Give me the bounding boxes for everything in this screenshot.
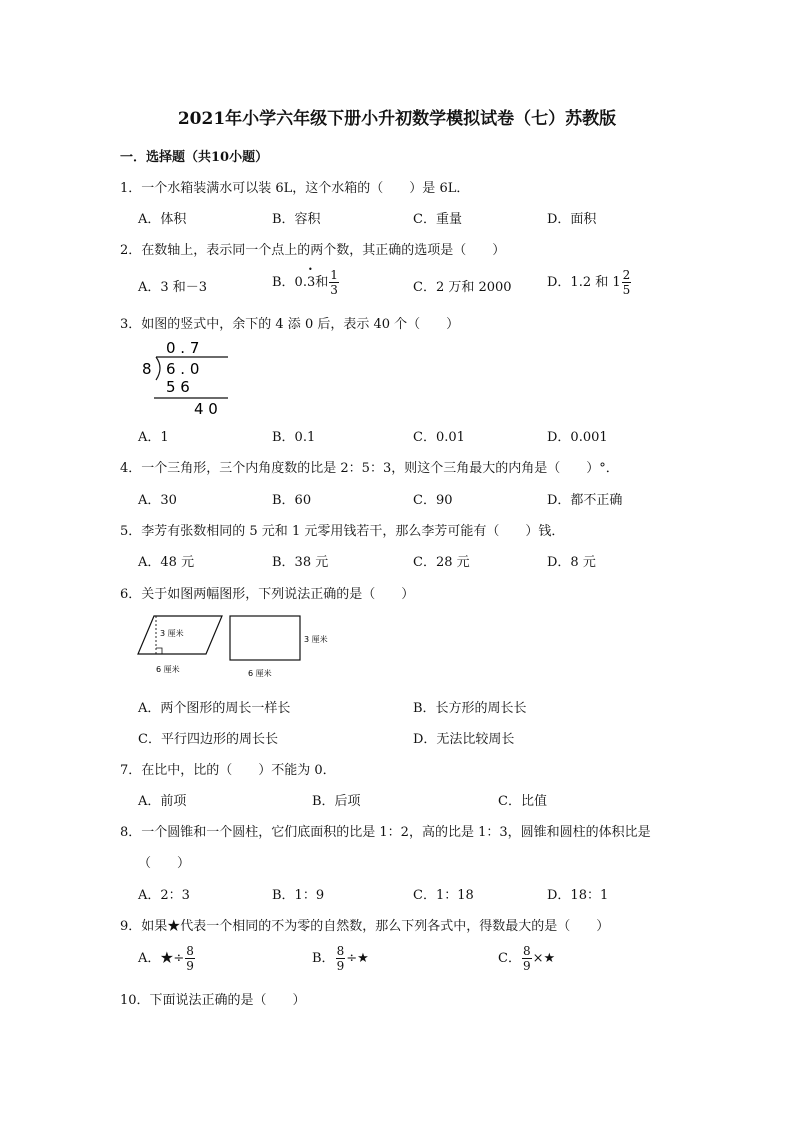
fraction-numerator: 2: [622, 268, 631, 282]
rectangle-base-label: 6 厘米: [248, 669, 272, 678]
q3-option-b[interactable]: B．0.1: [272, 430, 316, 445]
division-divisor: 8: [142, 360, 152, 378]
question-7-stem: 7．在比中，比的（ ）不能为 0．: [120, 763, 336, 778]
fraction-denominator: 9: [522, 959, 531, 973]
question-8-stem-continued: （ ）: [138, 856, 191, 871]
q7-option-c[interactable]: C．比值: [498, 794, 547, 809]
division-bracket: [156, 357, 160, 380]
q9-b-suffix: ÷★: [346, 951, 369, 966]
question-6-stem: 6．关于如图两幅图形，下列说法正确的是（ ）: [120, 587, 415, 602]
q9-c-suffix: ×★: [532, 951, 556, 966]
q4-option-c[interactable]: C．90: [413, 493, 453, 508]
parallelogram-base-label: 6 厘米: [156, 665, 180, 674]
q3-option-c[interactable]: C．0.01: [413, 430, 465, 445]
fraction-denominator: 3: [330, 283, 338, 297]
q5-option-a[interactable]: A．48 元: [138, 555, 195, 570]
right-angle-mark: [156, 648, 162, 654]
q1-option-d[interactable]: D．面积: [547, 212, 597, 227]
q3-option-d[interactable]: D．0.001: [547, 430, 608, 445]
q9-a-fraction: [185, 944, 195, 973]
q1-option-b[interactable]: B．容积: [272, 212, 321, 227]
fraction-numerator: 8: [336, 944, 345, 958]
q4-option-b[interactable]: B．60: [272, 493, 312, 508]
question-4-stem: 4．一个三角形，三个内角度数的比是 2：5：3，则这个三角最大的内角是（ ）°．: [120, 461, 619, 476]
division-product: 5 6: [166, 378, 190, 396]
question-10-stem: 10．下面说法正确的是（ ）: [120, 993, 306, 1008]
q2-option-d[interactable]: [547, 268, 632, 297]
q2-option-b[interactable]: [272, 268, 340, 297]
q2-d-fraction: [622, 268, 632, 297]
q2-option-c[interactable]: C．2 万和 2000: [413, 280, 512, 295]
q2-b-repeating-digit: • 3: [307, 275, 315, 290]
q6-option-c[interactable]: C．平行四边形的周长长: [138, 732, 278, 747]
q7-option-a[interactable]: A．前项: [138, 794, 187, 809]
question-5-stem: 5．李芳有张数相同的 5 元和 1 元零用钱若干，那么李芳可能有（ ）钱．: [120, 524, 565, 539]
q7-option-b[interactable]: B．后项: [312, 794, 361, 809]
fraction-denominator: 9: [186, 959, 194, 973]
q6-shapes-figure: [136, 610, 340, 682]
q2-b-prefix: B．0.: [272, 275, 307, 290]
fraction-denominator: 9: [336, 959, 345, 973]
q1-option-c[interactable]: C．重量: [413, 212, 462, 227]
q6-option-a[interactable]: A．两个图形的周长一样长: [138, 701, 291, 716]
q9-option-a[interactable]: [138, 944, 196, 973]
question-3-stem: 3．如图的竖式中，余下的 4 添 0 后，表示 40 个（ ）: [120, 317, 460, 332]
question-2-stem: 2．在数轴上，表示同一个点上的两个数，其正确的选项是（ ）: [120, 243, 506, 258]
q4-option-d[interactable]: D．都不正确: [547, 493, 623, 508]
question-1-stem: 1．一个水箱装满水可以装 6L，这个水箱的（ ）是 6L．: [120, 181, 470, 196]
section-heading: 一．选择题（共10小题）: [120, 150, 269, 165]
page-title: 2021年小学六年级下册小升初数学模拟试卷（七）苏教版: [177, 109, 617, 129]
rectangle-shape: [230, 616, 300, 660]
q2-b-and: 和: [315, 275, 329, 290]
q5-option-d[interactable]: D．8 元: [547, 555, 596, 570]
q4-option-a[interactable]: A．30: [138, 493, 177, 508]
parallelogram-height-label: 3 厘米: [160, 629, 184, 638]
q9-a-prefix: A．★÷: [138, 951, 185, 966]
q8-option-c[interactable]: C．1：18: [413, 888, 474, 903]
division-dividend: 6 . 0: [166, 360, 200, 378]
division-remainder: 4 0: [194, 400, 218, 418]
fraction-denominator: 5: [622, 283, 631, 297]
q9-option-b[interactable]: [312, 944, 369, 973]
q5-option-c[interactable]: C．28 元: [413, 555, 470, 570]
q6-option-d[interactable]: D．无法比较周长: [413, 732, 515, 747]
q9-option-c[interactable]: [498, 944, 555, 973]
question-8-stem: 8．一个圆锥和一个圆柱，它们底面积的比是 1：2，高的比是 1：3，圆锥和圆柱的体积比是: [120, 825, 651, 840]
q6-option-b[interactable]: B．长方形的周长长: [413, 701, 527, 716]
q2-option-a[interactable]: A．3 和－3: [138, 280, 208, 295]
q9-b-prefix: B．: [312, 951, 335, 966]
q2-b-fraction: [329, 268, 339, 297]
question-9-stem: 9．如果★代表一个相同的不为零的自然数，那么下列各式中，得数最大的是（ ）: [120, 919, 610, 934]
q8-option-d[interactable]: D．18：1: [547, 888, 609, 903]
q9-b-fraction: [336, 944, 346, 973]
q3-option-a[interactable]: A．1: [138, 430, 169, 445]
q8-option-a[interactable]: A．2：3: [138, 888, 190, 903]
fraction-numerator: 1: [330, 268, 338, 282]
fraction-numerator: 8: [522, 944, 531, 958]
fraction-numerator: 8: [186, 944, 194, 958]
q5-option-b[interactable]: B．38 元: [272, 555, 329, 570]
q1-option-a[interactable]: A．体积: [138, 212, 187, 227]
q9-c-prefix: C．: [498, 951, 521, 966]
division-quotient: 0 . 7: [166, 339, 200, 357]
q8-option-b[interactable]: B．1：9: [272, 888, 325, 903]
q2-d-prefix: D．1.2 和 1: [547, 275, 621, 290]
rectangle-height-label: 3 厘米: [304, 635, 328, 644]
q9-c-fraction: [522, 944, 532, 973]
long-division-figure: [138, 336, 234, 420]
